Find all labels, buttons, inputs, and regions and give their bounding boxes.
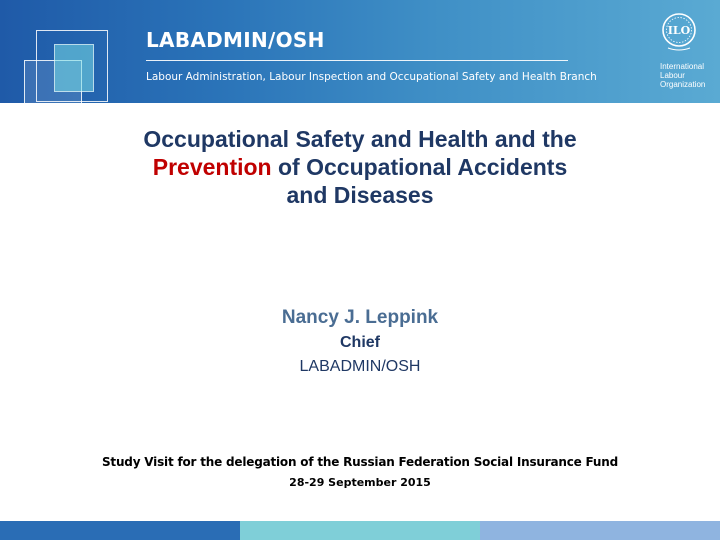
ilo-org-name-line: International: [660, 62, 705, 71]
title-line-3: and Diseases: [286, 182, 434, 208]
brand-title: LABADMIN/OSH: [146, 28, 325, 52]
presentation-title: [60, 125, 660, 209]
header-banner: [0, 0, 720, 103]
ilo-org-name: [660, 62, 705, 89]
speaker-role: Chief: [340, 334, 380, 351]
svg-text:ILO: ILO: [667, 24, 691, 37]
decor-square: [54, 44, 94, 92]
ilo-org-name-line: Labour: [660, 71, 685, 80]
brand-subtitle: Labour Administration, Labour Inspection and Occupational Safety and Health Branch: [146, 71, 597, 83]
ilo-org-name-line: Organization: [660, 80, 706, 89]
speaker-org: LABADMIN/OSH: [299, 358, 421, 375]
title-line-1: Occupational Safety and Health and the: [143, 126, 577, 152]
title-line-2: [60, 153, 660, 181]
event-description: Study Visit for the delegation of the Russian Federation Social Insurance Fund: [101, 455, 618, 469]
footer-bar: [0, 521, 720, 540]
ilo-logo-icon: [660, 12, 698, 52]
footer-segment: [240, 521, 480, 540]
event-dates: 28-29 September 2015: [289, 476, 431, 489]
footer-segment: [480, 521, 720, 540]
title-line-2-rest: of Occupational Accidents: [271, 154, 568, 180]
title-highlight: Prevention: [152, 154, 272, 180]
speaker-name: Nancy J. Leppink: [281, 307, 439, 328]
footer-segment: [0, 521, 240, 540]
brand-divider: [146, 60, 568, 61]
